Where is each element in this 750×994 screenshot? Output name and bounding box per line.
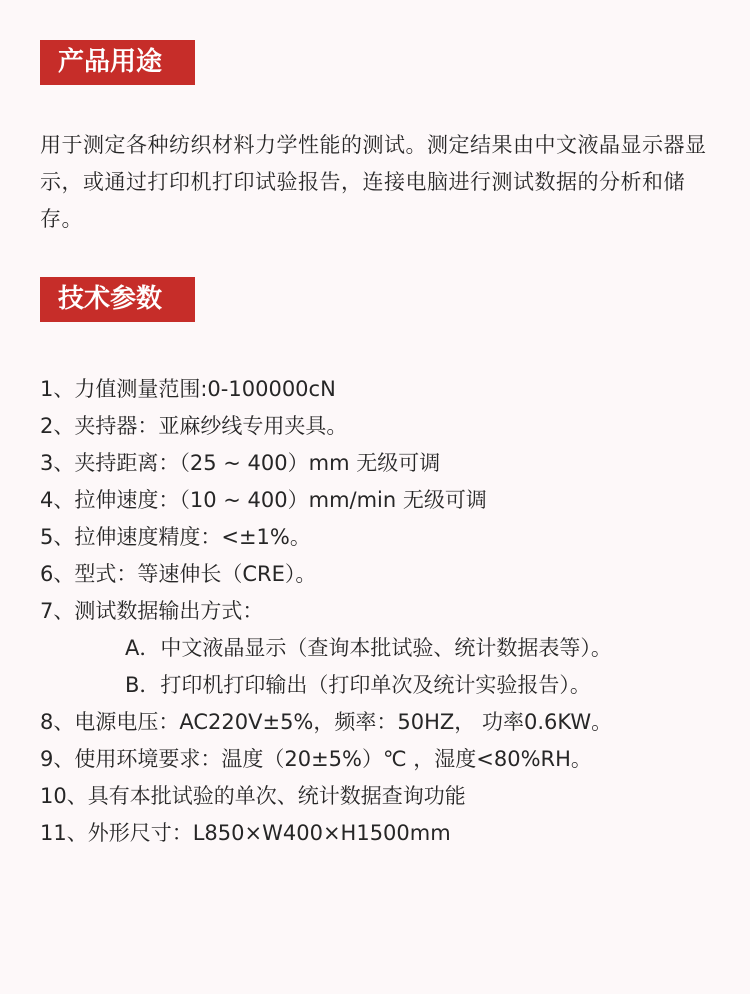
spec-item: 7、测试数据输出方式： (40, 599, 264, 623)
spec-list (40, 371, 730, 852)
spec-item: 10、具有本批试验的单次、统计数据查询功能 (40, 784, 466, 808)
spec-item: 8、电源电压：AC220V±5%，频率：50HZ， 功率0.6KW。 (40, 710, 613, 734)
spec-item: 1、力值测量范围:0-100000cN (40, 377, 336, 401)
section-title-usage: 产品用途 (40, 40, 195, 85)
spec-item: 5、拉伸速度精度：<±1%。 (40, 525, 311, 549)
spec-item: 2、夹持器：亚麻纱线专用夹具。 (40, 414, 348, 438)
spec-item: 4、拉伸速度：（10 ~ 400）mm/min 无级可调 (40, 488, 487, 512)
usage-description: 用于测定各种纺织材料力学性能的测试。测定结果由中文液晶显示器显示，或通过打印机打印试验报告，连接电脑进行测试数据的分析和储存。 (40, 133, 707, 231)
spec-item: 6、型式：等速伸长（CRE）。 (40, 562, 317, 586)
spec-item: 9、使用环境要求：温度（20±5%）℃ ，湿度<80%RH。 (40, 747, 592, 771)
spec-item: 3、夹持距离：（25 ~ 400）mm 无级可调 (40, 451, 441, 475)
spec-subitem: B．打印机打印输出（打印单次及统计实验报告）。 (125, 673, 591, 697)
spec-item: 11、外形尺寸：L850×W400×H1500mm (40, 821, 451, 845)
section-title-params: 技术参数 (40, 277, 195, 322)
spec-subitem: A．中文液晶显示（查询本批试验、统计数据表等）。 (125, 636, 612, 660)
